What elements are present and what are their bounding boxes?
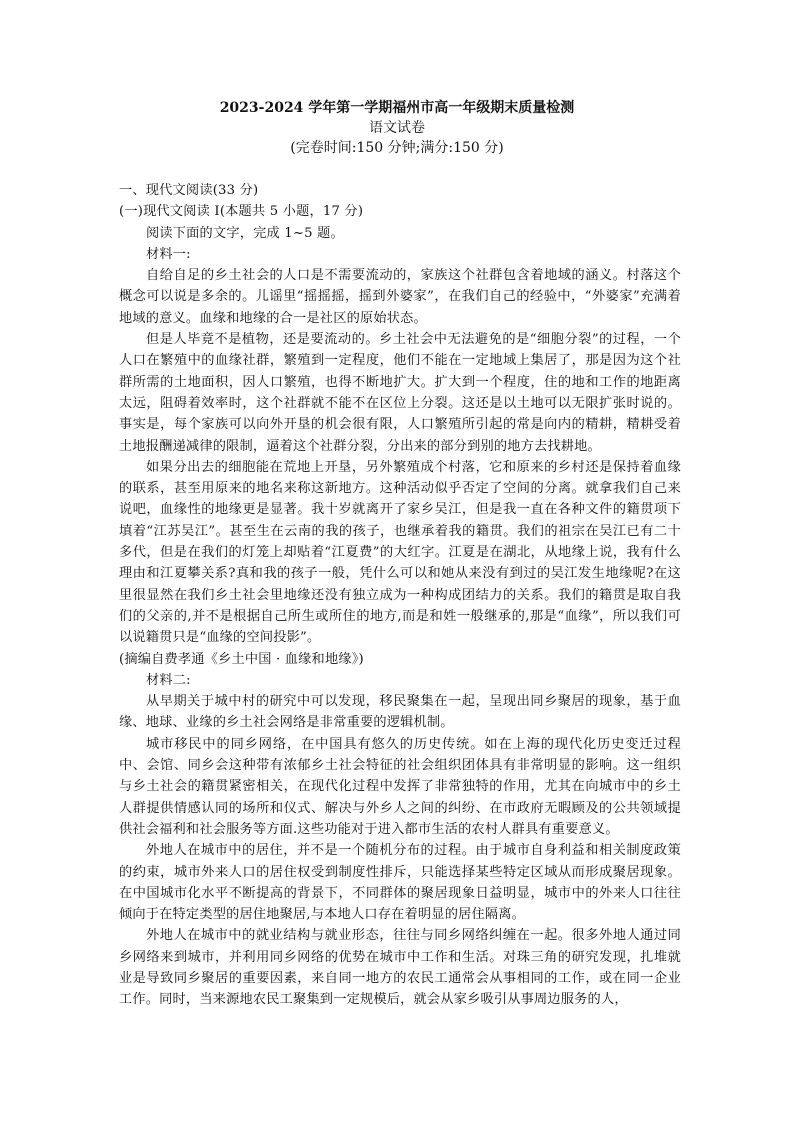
instruction-text: 阅读下面的文字，完成 1~5 题。 xyxy=(146,225,344,241)
material1-source: (摘编自费孝通《乡土中国 · 血缘和地缘》) xyxy=(119,651,364,667)
material2-paragraph-1: 从早期关于城中村的研究中可以发现，移民聚集在一起，呈现出同乡聚居的现象，基于血缘、地球、业缘的乡土社会网络是非常重要的逻辑机制。 xyxy=(119,694,681,731)
material2-paragraph-2: 城市移民中的同乡网络，在中国具有悠久的历史传统。如在上海的现代化历史变迁过程中、会馆、同乡会这种带有浓郁乡土社会特征的社会组织团体具有非常明显的影响。这一组织与乡土社会的籍贯紧密相关，在现代化过程中发挥了非常独特的作用，尤其在向城市中的乡土人群提供情感认同的场所和仪式、解决与外乡人之间的纠纷、在市政府无暇顾及的公共领域提供社会福利和社会服务等方面.这些功能对于进入都市生活的农村人群具有重要意义。 xyxy=(119,736,681,837)
material2-label: 材料二: xyxy=(146,672,191,688)
exam-info: (完卷时间:150 分钟;满分:150 分) xyxy=(290,140,504,156)
material2-paragraph-3: 外地人在城市中的居住，并不是一个随机分布的过程。由于城市自身利益和相关制度政策的约束，城市外来人口的居住权受到制度性排斥，只能选择某些特定区域从而形成聚居现象。在中国城市化水平不断提高的背景下，不同群体的聚居现象日益明显，城市中的外来人口往往倾向于在特定类型的居住地聚居,与本地人口存在着明显的居住隔离。 xyxy=(119,843,681,923)
section-heading: 一、现代文阅读(33 分) xyxy=(119,183,259,198)
material2-paragraph-4: 外地人在城市中的就业结构与就业形态，往往与同乡网络纠缠在一起。很多外地人通过同乡网络来到城市，并利用同乡网络的优势在城市中工作和生活。对珠三角的研究发现，扎堆就业是导致同乡聚居的重要因素，来自同一地方的农民工通常会从事相同的工作，或在同一企业工作。同时，当来源地农民工聚集到一定规模后，就会从家乡吸引从事周边服务的人， xyxy=(119,928,681,1008)
exam-subject: 语文试卷 xyxy=(369,120,425,136)
subsection-heading: (一)现代文阅读 I(本题共 5 小题，17 分) xyxy=(119,204,364,220)
material1-paragraph-1: 自给自足的乡土社会的人口是不需要流动的，家族这个社群包含着地域的涵义。村落这个概念可以说是多余的。儿谣里“摇摇摇，摇到外婆家”，在我们自己的经验中，“外婆家”充满着地域的意义。血缘和地缘的合一是社区的原始状态。 xyxy=(119,268,681,326)
material1-paragraph-3: 如果分出去的细胞能在荒地上开垦，另外繁殖成个村落，它和原来的乡村还是保持着血缘的联系，甚至用原来的地名来称这新地方。这种活动似乎否定了空间的分离。就拿我们自己来说吧，血缘性的地缘更是显著。我十岁就离开了家乡吴江，但是我一直在各种文件的籍贯项下填着“江苏吴江”。甚至生在云南的我的孩子，也继承着我的籍贯。我们的祖宗在吴江已有二十多代，但是在我们的灯笼上却贴着“江夏费”的大红字。江夏是在湖北，从地缘上说，我有什么理由和江夏攀关系?真和我的孩子一般，凭什么可以和她从来没有到过的吴江发生地缘呢?在这里很显然在我们乡土社会里地缘还没有独立成为一种构成团结力的关系。我们的籍贯是取自我们的父亲的,并不是根据自己所生或所住的地方,而是和姓一般继承的,那是“血缘”，所以我们可以说籍贯只是“血缘的空间投影”。 xyxy=(119,459,681,646)
material1-label: 材料一: xyxy=(146,246,191,262)
exam-body xyxy=(119,180,681,1011)
material1-paragraph-2: 但是人毕竟不是植物，还是要流动的。乡土社会中无法避免的是“细胞分裂”的过程，一个人口在繁殖中的血缘社群，繁殖到一定程度，他们不能在一定地域上集居了，那是因为这个社群所需的土地面积，因人口繁殖，也得不断地扩大。扩大到一个程度，住的地和工作的地距离太远，阻碍着效率时，这个社群就不能不在区位上分裂。这还是以土地可以无限扩张时说的。事实是，每个家族可以向外开垦的机会很有限，人口繁殖所引起的常是向内的精耕，精耕受着土地报酬递减律的限制，逼着这个社群分裂，分出来的部分到别的地方去找耕地。 xyxy=(119,332,681,454)
exam-title: 2023-2024 学年第一学期福州市高一年级期末质量检测 xyxy=(219,100,575,116)
